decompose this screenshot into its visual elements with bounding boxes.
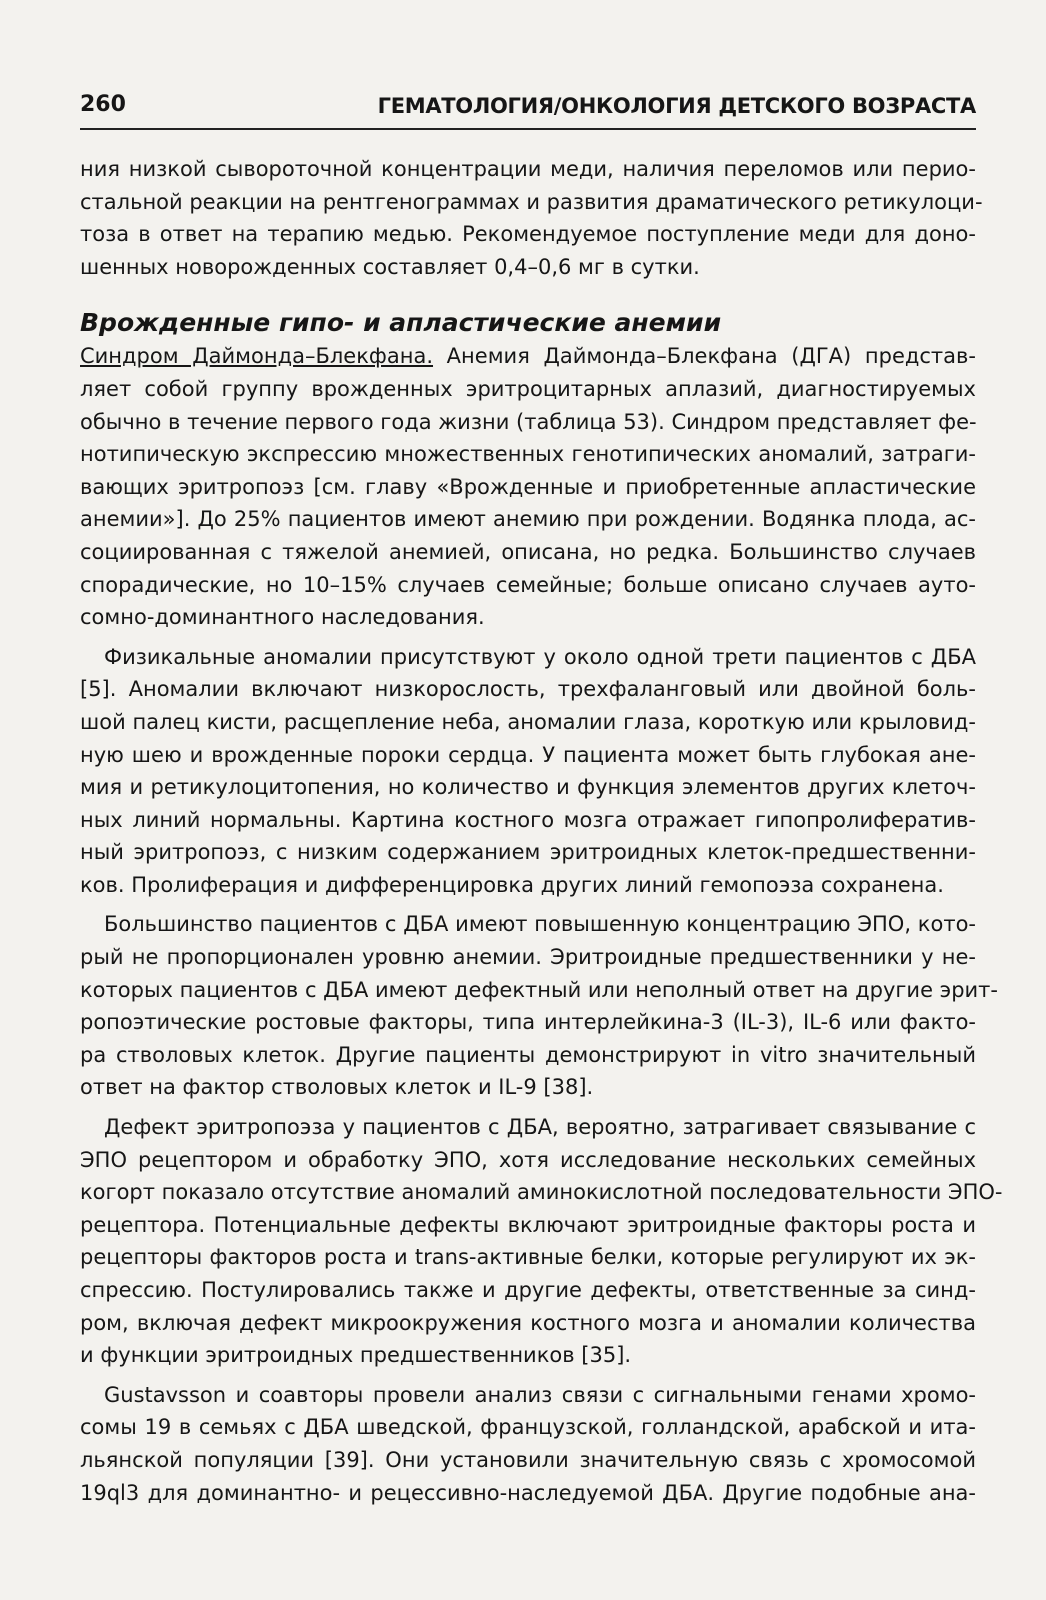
page-body [80,153,1003,1509]
text-line: Физикальные аномалии присутствуют у около одной трети пациентов с ДБА [104,644,976,669]
text-line: ных линий нормальны. Картина костного мозга отражает гипопролифератив- [80,807,976,832]
text-line: 19ql3 для доминантно- и рецессивно-наследуемой ДБА. Другие подобные ана- [80,1480,976,1505]
paragraph-4 [80,1111,1003,1372]
text-line: стальной реакции на рентгенограммах и развития драматического ретикулоци- [80,189,983,214]
page-number: 260 [80,92,126,117]
intro-paragraph [80,153,983,283]
text-line: шенных новорожденных составляет 0,4–0,6 мг в сутки. [80,254,700,279]
text-line [80,340,976,373]
text-line: социированная с тяжелой анемией, описана, но редка. Большинство случаев [80,539,976,564]
text-line: ра стволовых клеток. Другие пациенты демонстрируют in vitro значительный [80,1042,976,1067]
text-line: рецептора. Потенциальные дефекты включают эритроидные факторы роста и [80,1212,976,1237]
text-line: мия и ретикулоцитопения, но количество и функция элементов других клеточ- [80,775,976,800]
text-line: ния низкой сывороточной концентрации меди, наличия переломов или перио- [80,157,976,181]
text-line: Большинство пациентов с ДБА имеют повышенную концентрацию ЭПО, кото- [104,912,976,937]
text-line: рый не пропорционален уровню анемии. Эритроидные предшественники у не- [80,945,976,970]
paragraph-gap [80,634,976,641]
text-line: ропоэтические ростовые факторы, типа интерлейкина-3 (IL-3), IL-6 или факто- [80,1010,976,1035]
text-line: нотипическую экспрессию множественных генотипических аномалий, затраги- [80,442,976,467]
text-line: которых пациентов с ДБА имеют дефектный или неполный ответ на другие эрит- [80,977,998,1002]
paragraph-gap [80,1104,976,1111]
text-line: тоза в ответ на терапию медью. Рекомендуемое поступление меди для доно- [80,222,976,247]
text-line: и функции эритроидных предшественников [35]. [80,1343,632,1368]
text-line: шой палец кисти, расщепление неба, аномалии глаза, короткую или крыловид- [80,709,976,734]
text-line: ляет собой группу врожденных эритроцитарных аплазий, диагностируемых [80,376,976,401]
text-line: ную шею и врожденные пороки сердца. У пациента может быть глубокая ане- [80,742,976,767]
text-line: обычно в течение первого года жизни (таблица 53). Синдром представляет фе- [80,409,977,434]
text-line: ЭПО рецептором и обработку ЭПО, хотя исследование нескольких семейных [80,1147,976,1172]
text-line: Дефект эритропоэза у пациентов с ДБА, вероятно, затрагивает связывание с [104,1115,976,1140]
paragraph-gap [80,901,976,908]
text-line: ков. Пролиферация и дифференцировка других линий гемопоэза сохранена. [80,872,944,897]
text-line: льянской популяции [39]. Они установили значительную связь с хромосомой [80,1447,976,1472]
text-line: ный эритропоэз, с низким содержанием эритроидных клеток-предшественни- [80,840,976,865]
running-title: ГЕМАТОЛОГИЯ/ОНКОЛОГИЯ ДЕТСКОГО ВОЗРАСТА [377,94,976,118]
text-span: Анемия Даймонда–Блекфана (ДГА) представ- [433,344,976,369]
text-line: [5]. Аномалии включают низкорослость, трехфаланговый или двойной боль- [80,677,976,702]
text-line: сомно-доминантного наследования. [80,605,485,630]
text-line: Gustavsson и соавторы провели анализ связи с сигнальными генами хромо- [104,1382,976,1407]
text-line: сомы 19 в семьях с ДБА шведской, французской, голландской, арабской и ита- [80,1415,976,1440]
paragraph-gap [80,1372,976,1379]
text-line: ром, включая дефект микроокружения костного мозга и аномалии количества [80,1310,976,1335]
paragraph-1 [80,340,976,633]
text-line: когорт показало отсутствие аномалий аминокислотной последовательности ЭПО- [80,1180,1003,1205]
text-line: спрессию. Постулировались также и другие дефекты, ответственные за синд- [80,1278,976,1302]
paragraph-5 [80,1379,976,1509]
text-line: вающих эритропоэз [см. главу «Врожденные и приобретенные апластические [80,474,976,499]
syndrome-name: Синдром Даймонда–Блекфана. [80,344,434,369]
text-line: рецепторы факторов роста и trans-активные белки, которые регулируют их эк- [80,1245,976,1270]
text-line: спорадические, но 10–15% случаев семейные; больше описано случаев ауто- [80,572,976,597]
section-heading: Врожденные гипо- и апластические анемии [80,308,722,338]
paragraph-2 [80,641,976,902]
page-header [80,92,976,130]
text-line: анемии»]. До 25% пациентов имеют анемию при рождении. Водянка плода, ас- [80,507,976,532]
text-line: ответ на фактор стволовых клеток и IL-9 [38]. [80,1075,594,1100]
paragraph-3 [80,908,998,1104]
